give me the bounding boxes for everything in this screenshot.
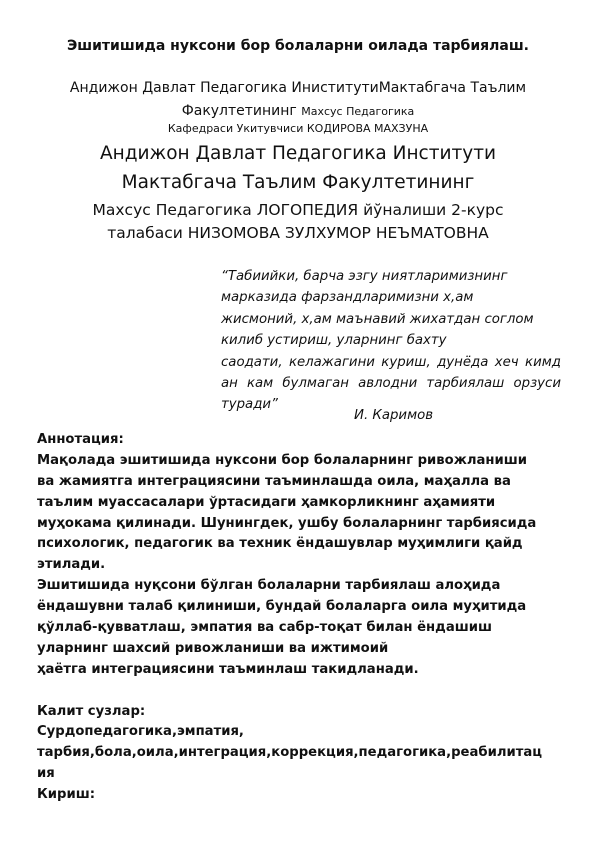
annotation-line: этилади. — [37, 557, 106, 573]
epigraph-word: булмаган — [282, 375, 349, 391]
introduction-heading: Кириш: — [37, 787, 95, 803]
annotation-line: ҳаётга интеграциясини таъминлаш такидланади. — [37, 661, 419, 677]
annotation-heading: Аннотация: — [37, 432, 124, 447]
epigraph-line: жисмоний, х,ам маънавий жихатдан соглом — [221, 311, 534, 327]
annotation-line: ва жамиятга интеграциясини таъминлашда оила, маҳалла ва — [37, 473, 511, 489]
keywords-line: Сурдопедагогика,эмпатия, — [37, 724, 244, 740]
teacher-name-line: Кафедраси Укитувчиси КОДИРОВА МАХЗУНА — [167, 122, 429, 135]
keywords-line: тарбия,бола,оила,интеграция,коррекция,педагогика,реабилитац — [37, 745, 543, 761]
epigraph-word: тарбиялаш — [426, 375, 505, 391]
epigraph-word: дунёда — [437, 354, 489, 370]
teacher-faculty-text: Факултетининг — [181, 103, 302, 119]
article-body — [37, 430, 562, 806]
epigraph-word: ан — [221, 375, 238, 391]
epigraph-justified-line — [221, 352, 561, 373]
epigraph-quote — [221, 266, 561, 416]
epigraph-line: туради” — [221, 397, 278, 413]
student-name-line: талабаси НИЗОМОВА ЗУЛХУМОР НЕЪМАТОВНА — [107, 224, 489, 242]
epigraph-line: “Табиийки, барча эзгу ниятларимизнинг — [221, 269, 508, 284]
teacher-affiliation-line-1: Андижон Давлат Педагогика ИниститутиМактабгача Таълим — [69, 80, 527, 96]
annotation-line: психологик, педагогик ва техник ёндашувлар муҳимлиги қайд — [37, 536, 523, 552]
epigraph-word: авлодни — [358, 375, 418, 391]
teacher-department-text: Махсус Педагогика — [301, 105, 415, 118]
student-specialty-line: Махсус Педагогика ЛОГОПЕДИЯ йўналиши 2-курс — [92, 201, 504, 219]
epigraph-word: келажагини — [288, 354, 375, 370]
annotation-line: муҳокама қилинади. Шунингдек, ушбу болаларнинг тарбиясида — [37, 515, 537, 531]
epigraph-word: орзуси — [513, 375, 561, 391]
annotation-line: Мақолада эшитишида нуксони бор болаларнинг ривожланиши — [37, 452, 527, 468]
keywords-line: ия — [37, 766, 55, 782]
epigraph-word: куриш, — [381, 354, 431, 370]
epigraph-line: марказида фарзандларимизни х,ам — [221, 290, 474, 306]
annotation-line: қўллаб-қувватлаш, эмпатия ва сабр-тоқат билан ёндашиш — [37, 620, 492, 636]
annotation-line: Эшитишида нуқсони бўлган болаларни тарбиялаш алоҳида — [37, 578, 501, 594]
epigraph-word: кам — [246, 375, 274, 391]
epigraph-word: хеч — [494, 354, 519, 370]
document-title: Эшитишида нуксони бор болаларни оилада тарбиялаш. — [66, 38, 530, 54]
epigraph-author: И. Каримов — [354, 408, 434, 423]
epigraph-word: саодати, — [221, 354, 283, 370]
epigraph-line: килиб устириш, уларнинг бахту — [221, 333, 447, 349]
paragraph-gap — [37, 681, 562, 702]
student-faculty-line: Мактабгача Таълим Факултетининг — [121, 172, 475, 193]
annotation-line: уларнинг шахсий ривожланиши ва ижтимоий — [37, 640, 389, 656]
teacher-affiliation-line-2 — [0, 103, 596, 119]
annotation-line: таълим муассасалари ўртасидаги ҳамкорликнинг аҳамияти — [37, 494, 496, 510]
student-institute-line: Андижон Давлат Педагогика Институти — [99, 143, 497, 164]
keywords-heading: Калит сузлар: — [37, 703, 146, 719]
annotation-line: ёндашувни талаб қилиниши, бундай болаларга оила муҳитида — [37, 599, 527, 615]
epigraph-word: кимд — [525, 354, 561, 370]
epigraph-justified-line — [221, 373, 561, 394]
